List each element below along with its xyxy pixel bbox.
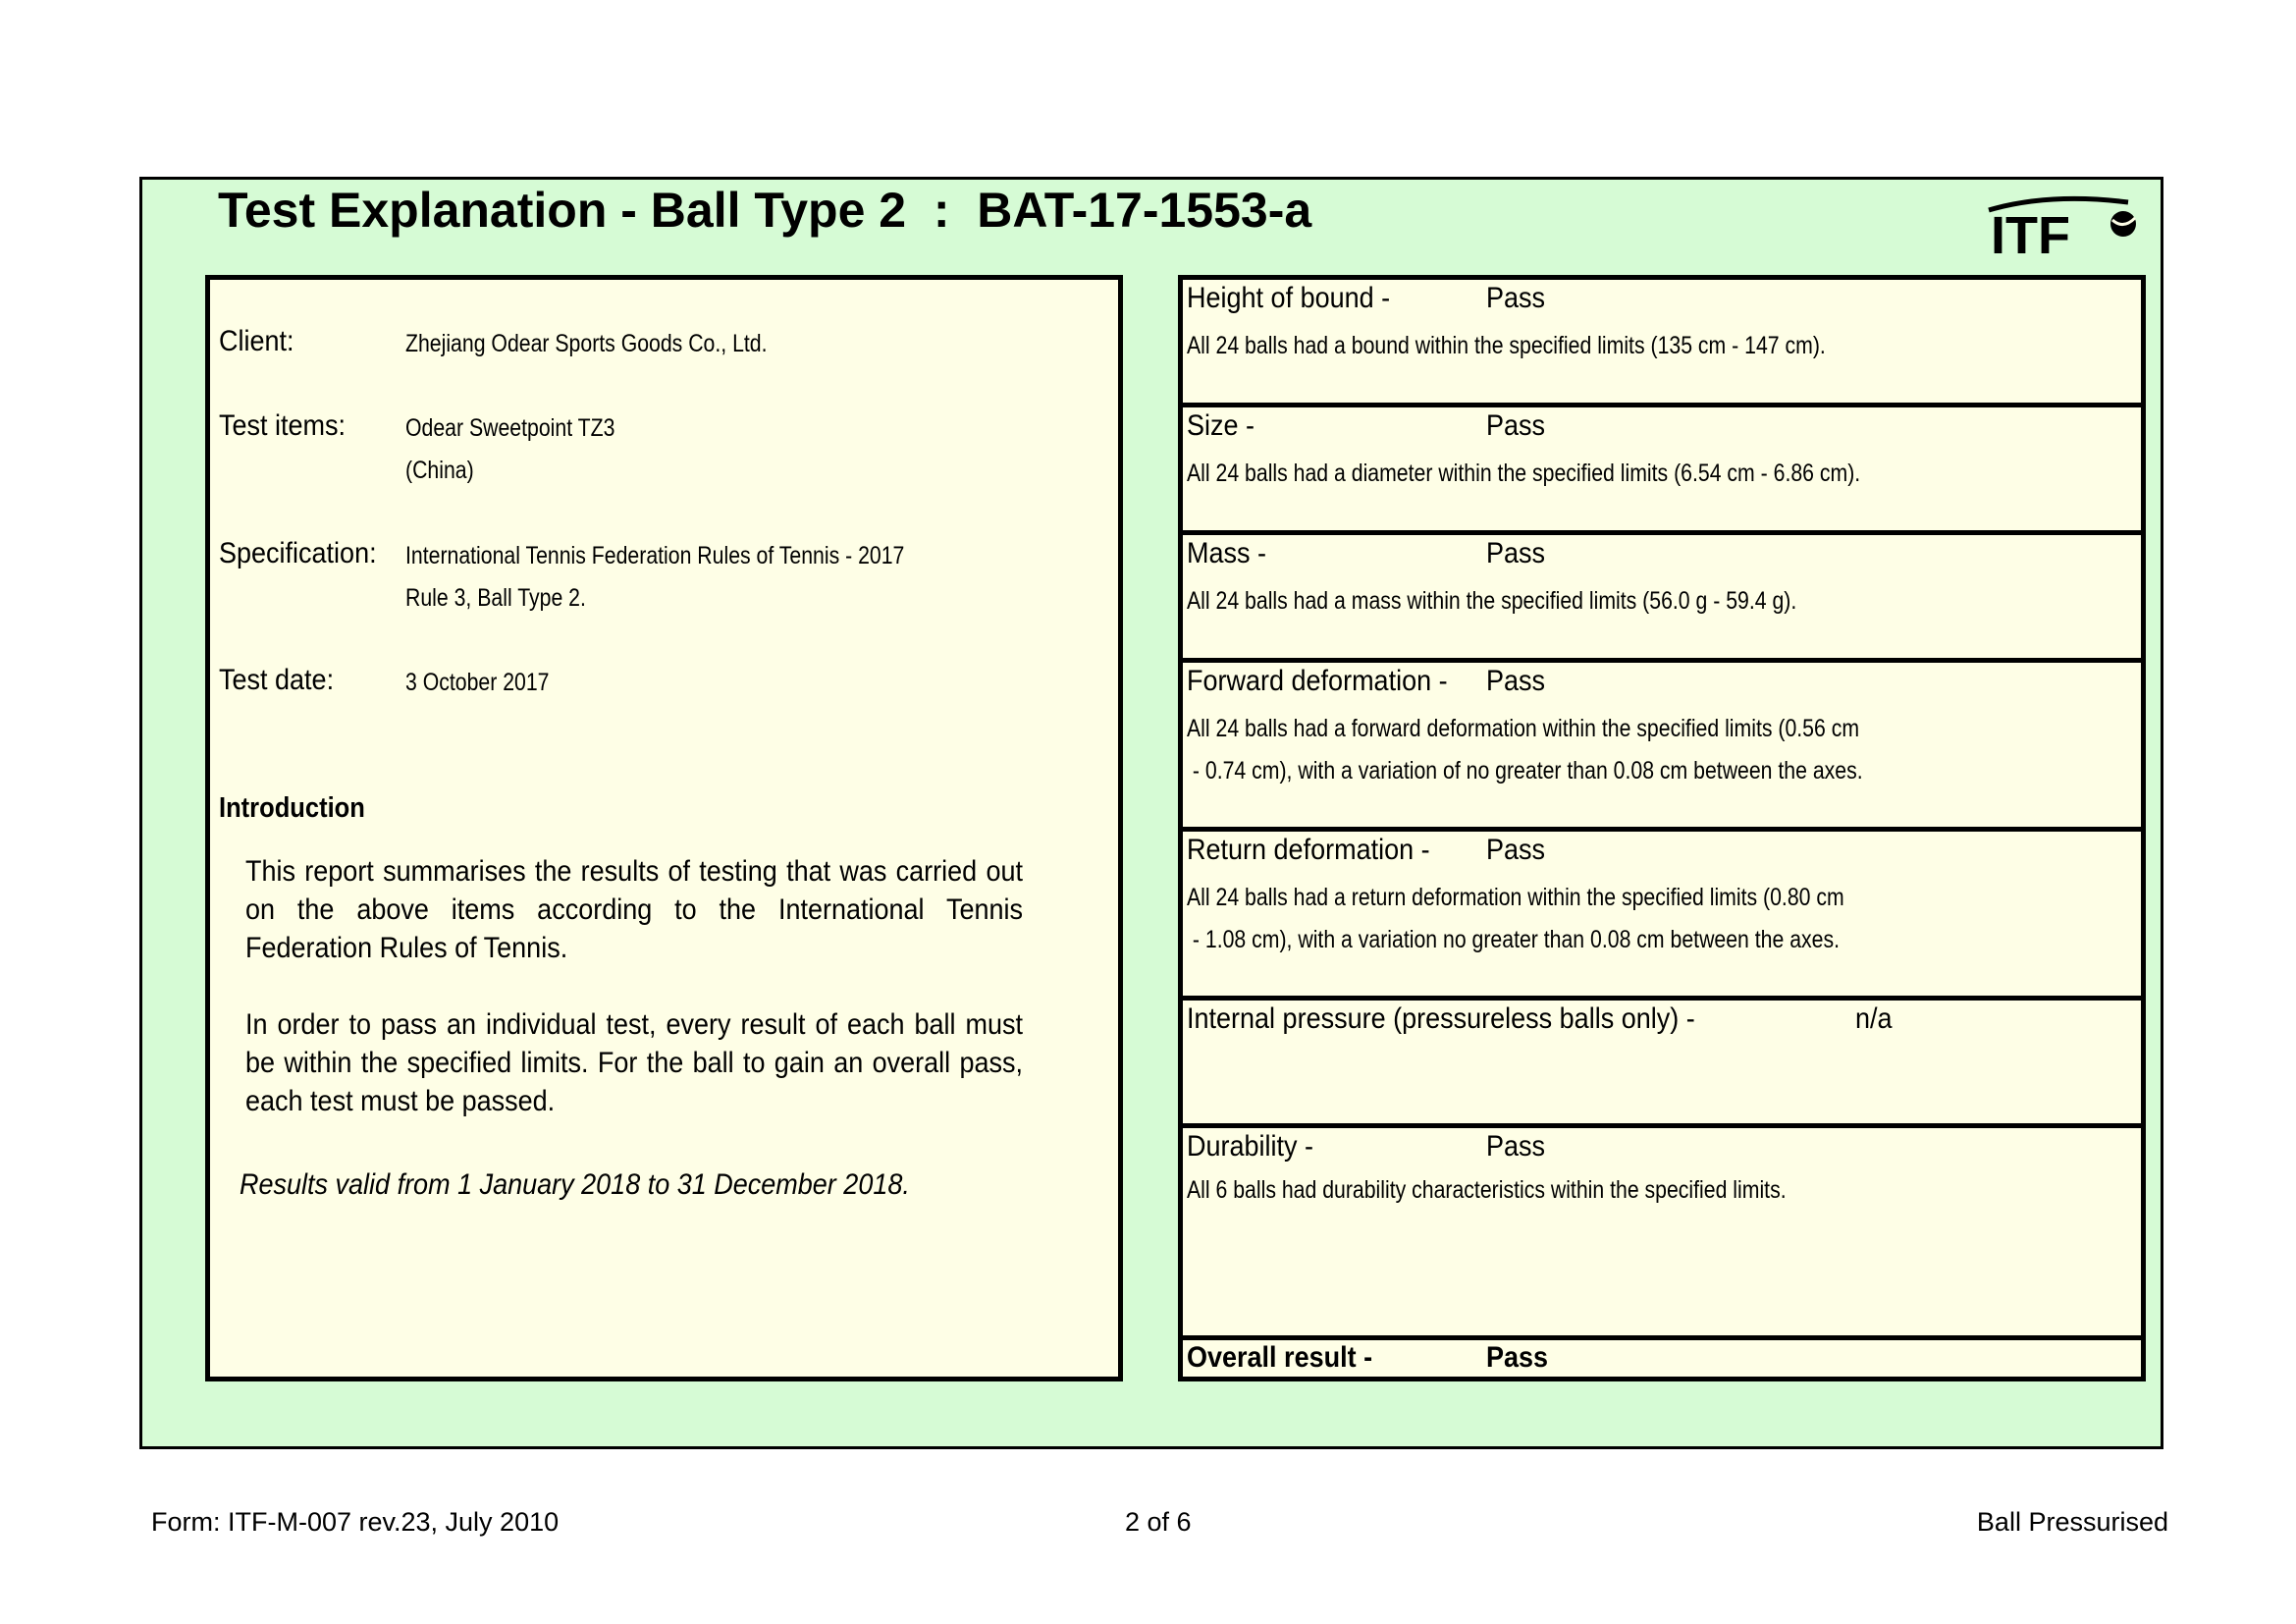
- test-items-value-1: Odear Sweetpoint TZ3: [405, 414, 615, 442]
- result-status: Pass: [1486, 834, 1546, 866]
- result-name: Forward deformation -: [1187, 665, 1448, 697]
- result-row-return-deformation: [1183, 832, 2141, 1001]
- results-panel: [1178, 275, 2146, 1381]
- itf-logo: [1981, 189, 2144, 265]
- overall-result-row: [1183, 1340, 2141, 1381]
- result-description: All 24 balls had a bound within the specified limits (135 cm - 147 cm).: [1187, 332, 1826, 359]
- result-name: Size -: [1187, 409, 1255, 442]
- client-info-panel: [205, 275, 1123, 1381]
- result-name: Internal pressure (pressureless balls only) -: [1187, 1002, 1695, 1035]
- result-row-durability: [1183, 1128, 2141, 1340]
- validity-statement: Results valid from 1 January 2018 to 31 December 2018.: [240, 1168, 910, 1201]
- specification-value-1: International Tennis Federation Rules of Tennis - 2017: [405, 542, 905, 569]
- overall-result-label: Overall result -: [1187, 1341, 1373, 1374]
- logo-text: ITF: [1991, 206, 2070, 265]
- page-title: Test Explanation - Ball Type 2 : BAT-17-1553-a: [218, 183, 1312, 238]
- introduction-paragraph-1: This report summarises the results of testing that was carried out on the above items according to the International Tennis Federation Rules of Tennis.: [245, 855, 1023, 964]
- result-status: Pass: [1486, 1130, 1546, 1163]
- introduction-paragraph-2: In order to pass an individual test, every result of each ball must be within the specified limits. For the ball to gain an overall pass, each test must be passed.: [245, 1008, 1023, 1117]
- result-row-mass: [1183, 535, 2141, 663]
- result-status: Pass: [1486, 665, 1546, 697]
- test-items-value-2: (China): [405, 457, 474, 484]
- specification-label: Specification:: [219, 537, 377, 569]
- result-status: n/a: [1855, 1002, 1893, 1035]
- test-date-label: Test date:: [219, 664, 335, 696]
- specification-value-2: Rule 3, Ball Type 2.: [405, 584, 586, 612]
- footer-page-number: 2 of 6: [1125, 1507, 1192, 1537]
- result-description: All 24 balls had a mass within the specified limits (56.0 g - 59.4 g).: [1187, 587, 1797, 615]
- client-label: Client:: [219, 325, 294, 357]
- result-status: Pass: [1486, 282, 1546, 314]
- result-row-internal-pressure: [1183, 1001, 2141, 1128]
- result-status: Pass: [1486, 537, 1546, 569]
- test-date-value: 3 October 2017: [405, 669, 550, 696]
- result-row-height-of-bound: [1183, 280, 2141, 407]
- result-description: All 24 balls had a diameter within the specified limits (6.54 cm - 6.86 cm).: [1187, 460, 1861, 487]
- result-name: Mass -: [1187, 537, 1266, 569]
- result-description: All 24 balls had a forward deformation within the specified limits (0.56 cm - 0.74 cm), with a variation of no greater than 0.08 cm between the axes.: [1187, 715, 1863, 785]
- client-value: Zhejiang Odear Sports Goods Co., Ltd.: [405, 330, 768, 357]
- result-name: Durability -: [1187, 1130, 1314, 1163]
- footer-category: Ball Pressurised: [1976, 1507, 2168, 1537]
- overall-result-status: Pass: [1486, 1341, 1549, 1374]
- result-description: All 6 balls had durability characteristics within the specified limits.: [1187, 1176, 1787, 1204]
- result-status: Pass: [1486, 409, 1546, 442]
- result-name: Return deformation -: [1187, 834, 1430, 866]
- test-items-label: Test items:: [219, 409, 347, 442]
- result-row-forward-deformation: [1183, 663, 2141, 832]
- footer-form-reference: Form: ITF-M-007 rev.23, July 2010: [151, 1507, 560, 1537]
- result-row-size: [1183, 407, 2141, 535]
- result-description: All 24 balls had a return deformation within the specified limits (0.80 cm - 1.08 cm), with a variation no greater than 0.08 cm between the axes.: [1187, 884, 1844, 953]
- introduction-heading: Introduction: [219, 792, 365, 824]
- result-name: Height of bound -: [1187, 282, 1391, 314]
